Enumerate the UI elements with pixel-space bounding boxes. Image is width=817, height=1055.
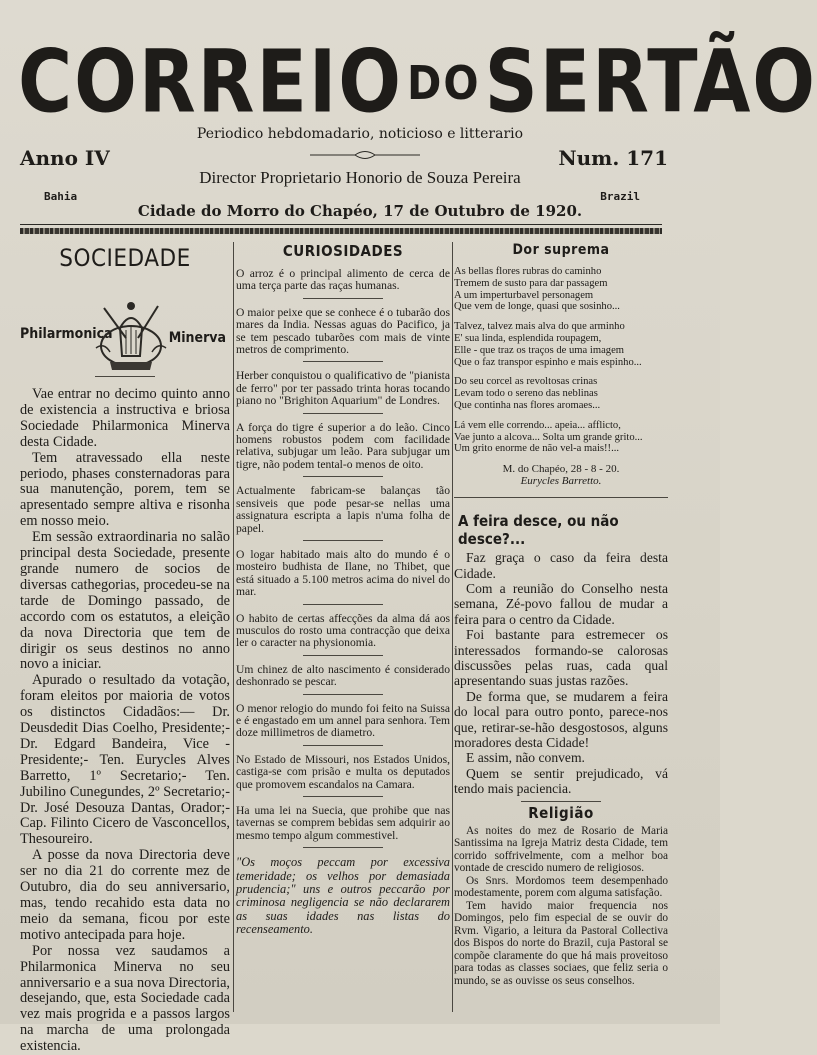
divider — [303, 540, 383, 541]
masthead-word-1: CORREIO — [18, 32, 404, 133]
column-rule-2 — [452, 242, 453, 1012]
column-right — [454, 240, 668, 987]
lyre-emblem-icon — [90, 298, 172, 378]
curiosidades-heading: CURIOSIDADES — [282, 242, 404, 260]
feira-paragraph: Foi bastante para estremecer os interessados formando-se calorosas discussões pelas ruas, cada qual apresentando suas justas razões. — [454, 627, 668, 689]
place-right: Brazil — [600, 190, 640, 203]
masthead-subtitle: Periodico hebdomadario, noticioso e litterario — [196, 126, 524, 142]
feira-heading: A feira desce, ou não desce?... — [458, 512, 619, 549]
religiao-paragraph: Os Snrs. Mordomos teem desempenhado modestamente, porem com alguma satisfação. — [454, 874, 668, 900]
divider — [303, 413, 383, 414]
philarmonica-banner — [20, 278, 230, 368]
poem-stanza: As bellas flores rubras do caminho Tremem de susto para dar passagem A um imperturbavel personagem Que vem de longe, quasi que sosinho... — [454, 266, 620, 313]
sociedade-paragraph: Apurado o resultado da votação, foram eleitos por maioria de votos os distinctos Cidadãos:— Dr. Deusdedit Dias Coelho, Presidente;- Dr. Edgard Bandeira, Vice - Presidente;- Ten. Eurycles Alves Barretto, 1º Secretario;- Ten. Jubilino Cunegundes, 2º Secretario;- Dr. José Desouza Dantas, Orador;- Cap. Filinto Cicero de Vasconcellos, Thesoureiro. — [20, 672, 230, 848]
sociedade-paragraph: A posse da nova Directoria deve ser no dia 21 do corrente mez de Outubro, dia do seu anniversario, mas, tendo recahido esta data no meio da semana, ficou por este motivo antecipada para hoje. — [20, 847, 230, 943]
curiosity-item: Actualmente fabricam-se balanças tão sensiveis que pode pesar-se nellas uma assignatura escripta a lapis n'uma folha de papel. — [236, 484, 450, 535]
curiosity-item: Um chinez de alto nascimento é considerado deshonrado se pescar. — [236, 662, 450, 689]
place-left: Bahia — [44, 190, 78, 203]
religiao-heading: Religião — [528, 803, 594, 822]
divider — [303, 655, 383, 656]
curiosity-item: O habito de certas affecções da alma dá aos musculos do rosto uma contracção que deixa ler o caracter na physionomia. — [236, 611, 450, 650]
poem-stanza: Lá vem elle correndo... apeia... afflicto, Vae junto a alcova... Solta um grande grito... Um grito enorme de não vel-a mais!!... — [454, 419, 643, 455]
sociedade-paragraph: Em sessão extraordinaria no salão principal desta Sociedade, presente grande numero de socios de diversas cathegorias, procedeu-se na tarde de Domingo passado, de accordo com os estatutos, a eleição da nova Directoria que tem de dirigir os seus destinos no anno novo a iniciar. — [20, 529, 230, 673]
issue-number: Num. 171 — [558, 146, 668, 170]
divider — [303, 361, 383, 362]
divider — [303, 298, 383, 299]
divider — [303, 604, 383, 605]
column-curiosidades — [236, 240, 450, 942]
divider — [303, 796, 383, 797]
feira-paragraph: Quem se sentir prejudicado, vá tendo mais paciencia. — [454, 765, 668, 797]
curiosity-item: Ha uma lei na Suecia, que prohibe que nas tavernas se comprem bebidas sem adquirir ao mesmo tempo algum commestivel. — [236, 804, 450, 842]
feira-paragraph: E assim, não convem. — [466, 750, 585, 766]
dateline: Cidade do Morro do Chapéo, 17 de Outubro de 1920. — [137, 202, 583, 220]
divider — [521, 801, 601, 802]
director-line: Director Proprietario Honorio de Souza Pereira — [199, 168, 521, 187]
ornament-icon — [310, 150, 420, 160]
header-band — [20, 228, 662, 234]
poem-stanza: Do seu corcel as revoltosas crinas Levam todo o sereno das neblinas Que continha nas flores aromaes... — [454, 376, 601, 411]
curiosity-item: O menor relogio do mundo foi feito na Suissa e é engastado em um annel para senhora. Tem doze millimetros de diametro. — [236, 701, 450, 740]
poem-author: Eurycles Barretto. — [520, 475, 602, 488]
poem-date: M. do Chapéo, 28 - 8 - 20. — [502, 463, 620, 476]
column-sociedade — [20, 240, 230, 1055]
poem-stanza: Talvez, talvez mais alva do que arminho E' sua linda, esplendida roupagem, Elle - que traz os traços de uma imagem Que o faz transpor espinho e mais espinho... — [454, 321, 642, 368]
philarmonica-label: Philarmonica — [20, 326, 113, 342]
column-rule-1 — [233, 242, 234, 1012]
feira-paragraph: De forma que, se mudarem a feira do local para outro ponto, parece-nos que, retirar-se-hão desgostosos, alguns moradores desta Cidade! — [454, 688, 668, 751]
curiosity-item: No Estado de Missouri, nos Estados Unidos, castiga-se com prisão e multa os deputados que promovem escandalos na Camara. — [236, 752, 450, 791]
sociedade-heading: SOCIEDADE — [59, 244, 191, 272]
masthead-title — [18, 32, 817, 133]
divider — [454, 497, 668, 498]
feira-paragraph: Com a reunião do Conselho nesta semana, Zé-povo fallou de mudar a feira para o centro da Cidade. — [454, 580, 668, 627]
religiao-paragraph: As noites do mez de Rosario de Maria Santissima na Igreja Matriz desta Cidade, tem corrido soffrivelmente, com a melhor boa vontade de crescido numero de religiosos. — [454, 824, 668, 875]
header-rule — [20, 224, 662, 225]
masthead-word-2: DO — [407, 56, 481, 110]
curiosity-item: O maior peixe que se conhece é o tubarão dos mares da India. Nessas aguas do Pacifico, ja se tem pescado tubarões com mais de vinte metros de comprimento. — [236, 305, 450, 357]
minerva-label: Minerva — [168, 330, 226, 346]
divider — [303, 694, 383, 695]
feira-paragraph: Faz graça o caso da feira desta Cidade. — [454, 550, 668, 581]
curiosity-item: A força do tigre é superior a do leão. Cinco homens robustos podem com facilidade relativa, subjugar um leão. Para subjugar um tigre, não podem tental-o menos de oito. — [236, 420, 450, 471]
masthead-word-3: SERTÃO — [484, 32, 817, 133]
divider — [303, 847, 383, 848]
recenseamento-quote: "Os moços peccam por excessiva temeridade; os velhos por demasiada prudencia;" uns e outros peccarão por criminosa negligencia se não declararem as suas idades nas listas do recenseamento. — [236, 855, 450, 937]
volume-label: Anno IV — [20, 146, 110, 170]
divider — [303, 476, 383, 477]
sociedade-paragraph: Vae entrar no decimo quinto anno de existencia a instructiva e briosa Sociedade Philarmonica Minerva desta Cidade. — [20, 386, 230, 450]
dor-heading: Dor suprema — [512, 242, 610, 258]
sociedade-paragraph: Por nossa vez saudamos a Philarmonica Minerva no seu anniversario e a sua nova Directoria, desejando, que, esta Sociedade cada vez mais progrida e a passos largos na marcha de uma prolongada existencia. — [20, 942, 230, 1055]
divider — [303, 745, 383, 746]
curiosity-item: O logar habitado mais alto do mundo é o mosteiro budhista de Ilane, no Thibet, que está situado a 5.100 metros acima do nivel do mar. — [236, 547, 450, 599]
curiosity-item: Herber conquistou o qualificativo de "pianista de ferro" por ter passado trinta horas tocando piano no "Brighiton Aquarium" de Londres. — [236, 369, 450, 408]
curiosity-item: O arroz é o principal alimento de cerca de uma terça parte das raças humanas. — [236, 267, 450, 293]
sociedade-paragraph: Tem atravessado ella neste periodo, phases consternadoras para sua manutenção, porem, tem se apresentado sempre altiva e risonha em nosso meio. — [20, 449, 230, 530]
religiao-paragraph: Tem havido maior frequencia nos Domingos, pelo fim especial de se ouvir do Rvm. Vigario, a leitura da Pastoral Collectiva dos Bispos do norte do Brazil, cuja Pastoral se compõe claramente do que há mais proveitoso para todas as classes sociaes, que feliz seria o mundo, se as ouvisse os seus conselhos. — [454, 899, 668, 987]
